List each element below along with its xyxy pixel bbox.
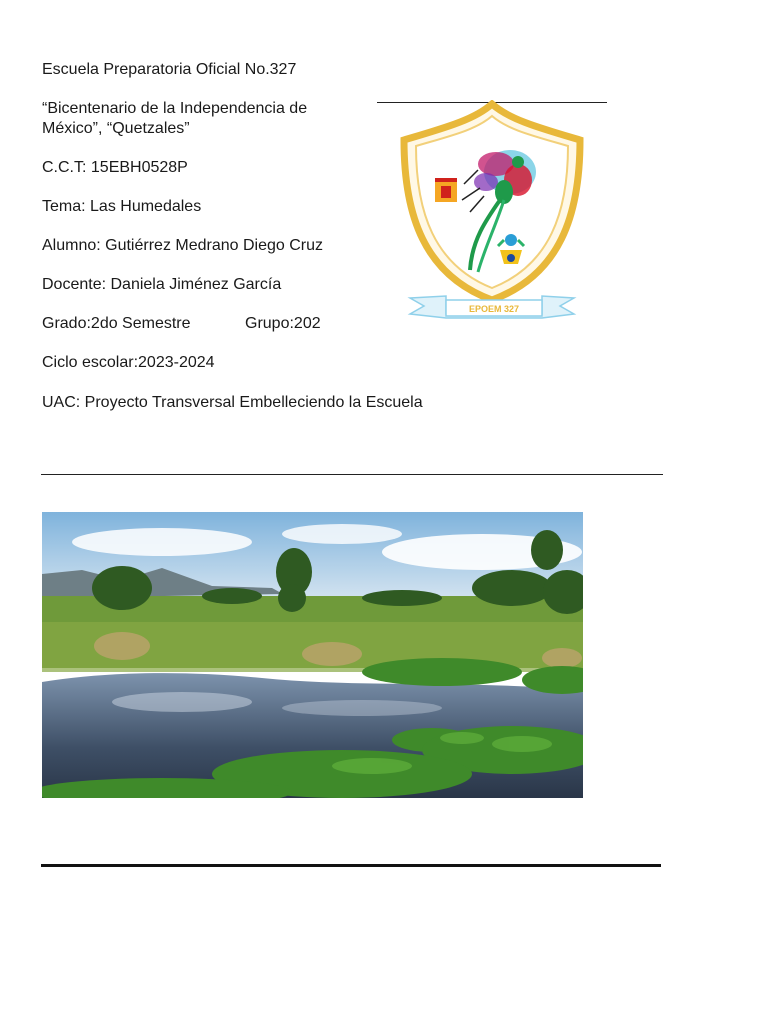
teacher-name: Docente: Daniela Jiménez García <box>42 276 282 293</box>
school-motto-line-2: México”, “Quetzales” <box>42 120 190 137</box>
school-shield-logo <box>400 100 590 325</box>
uac-subject: UAC: Proyecto Transversal Embelleciendo la Escuela <box>42 394 423 411</box>
section-divider-bottom <box>41 864 661 867</box>
cct-code: C.C.T: 15EBH0528P <box>42 159 188 176</box>
student-name: Alumno: Gutiérrez Medrano Diego Cruz <box>42 237 324 254</box>
grade: Grado:2do Semestre <box>42 315 191 332</box>
school-year: Ciclo escolar:2023-2024 <box>42 354 215 371</box>
school-name: Escuela Preparatoria Oficial No.327 <box>42 61 297 78</box>
tower-emblem-icon <box>435 178 457 202</box>
logo-banner-text: EPOEM 327 <box>468 304 520 314</box>
wetland-photo <box>42 512 583 798</box>
topic: Tema: Las Humedales <box>42 198 202 215</box>
school-motto-line-1: “Bicentenario de la Independencia de <box>42 100 308 117</box>
section-divider-top <box>41 474 663 475</box>
group: Grupo:202 <box>245 315 321 332</box>
